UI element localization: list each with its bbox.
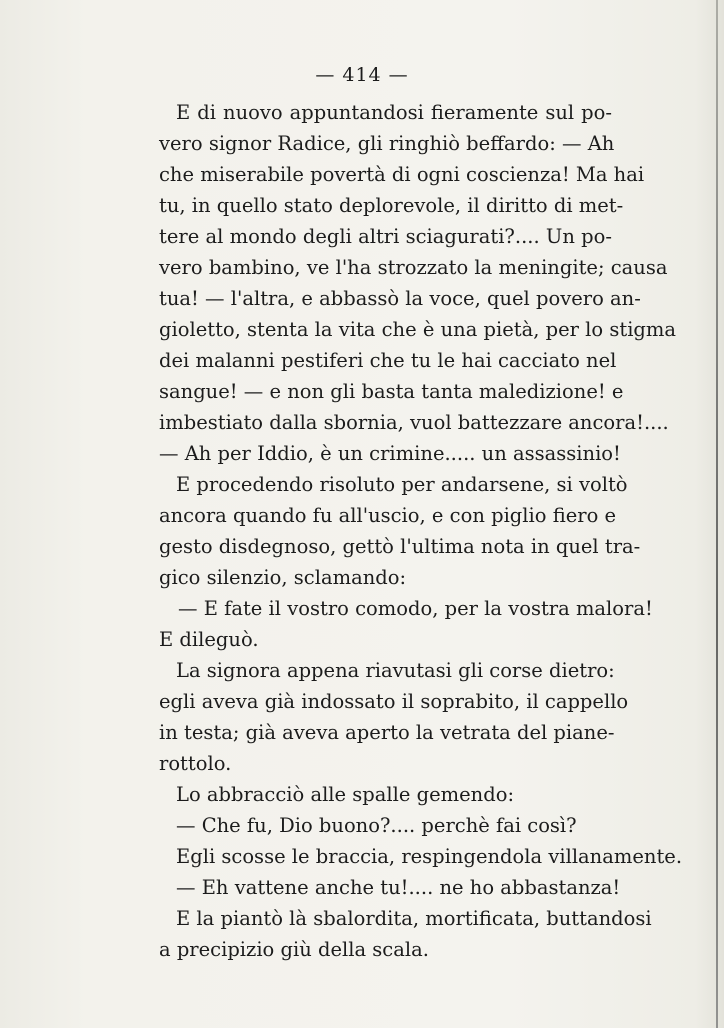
text-line: egli aveva già indossato il soprabito, il cappello (159, 690, 629, 713)
text-line: tu, in quello stato deplorevole, il diritto di met- (159, 194, 624, 217)
text-line: in testa; già aveva aperto la vetrata del piane- (159, 721, 615, 744)
page-edge-shadow (716, 0, 718, 1028)
text-line: vero signor Radice, gli ringhiò beffardo: — Ah (159, 132, 615, 155)
text-line: ancora quando fu all'uscio, e con piglio fiero e (159, 504, 617, 527)
text-line: gioletto, stenta la vita che è una pietà, per lo stigma (159, 318, 677, 341)
text-line: gesto disdegnoso, gettò l'ultima nota in quel tra- (159, 535, 641, 558)
text-line: E procedendo risoluto per andarsene, si voltò (176, 473, 628, 496)
text-line: imbestiato dalla sbornia, vuol battezzare ancora!.... (159, 411, 669, 434)
text-line: E la piantò là sbalordita, mortificata, buttandosi (176, 907, 652, 930)
text-line: vero bambino, ve l'ha strozzato la meningite; causa (159, 256, 668, 279)
text-line: La signora appena riavutasi gli corse dietro: (176, 659, 615, 682)
body-text (159, 97, 683, 965)
page-number: — 414 — (315, 64, 409, 86)
text-line: rottolo. (159, 752, 232, 775)
text-line: E di nuovo appuntandosi fieramente sul po- (176, 101, 612, 124)
text-line: — E fate il vostro comodo, per la vostra malora! (178, 597, 653, 620)
text-line: sangue! — e non gli basta tanta maledizione! e (159, 380, 624, 403)
text-line: che miserabile povertà di ogni coscienza! Ma hai (159, 163, 645, 186)
text-line: E dileguò. (159, 628, 259, 651)
text-line: — Eh vattene anche tu!.... ne ho abbastanza! (176, 876, 621, 899)
text-line: a precipizio giù della scala. (159, 938, 429, 961)
text-line: — Che fu, Dio buono?.... perchè fai così? (176, 814, 577, 837)
text-line: tere al mondo degli altri sciagurati?.... Un po- (159, 225, 612, 248)
text-line: Egli scosse le braccia, respingendola villanamente. (176, 845, 683, 868)
text-line: Lo abbracciò alle spalle gemendo: (176, 783, 515, 806)
text-line: tua! — l'altra, e abbassò la voce, quel povero an- (159, 287, 641, 310)
text-line: dei malanni pestiferi che tu le hai cacciato nel (159, 349, 617, 372)
text-line: gico silenzio, sclamando: (159, 566, 407, 589)
text-line: — Ah per Iddio, è un crimine..... un assassinio! (159, 442, 621, 465)
